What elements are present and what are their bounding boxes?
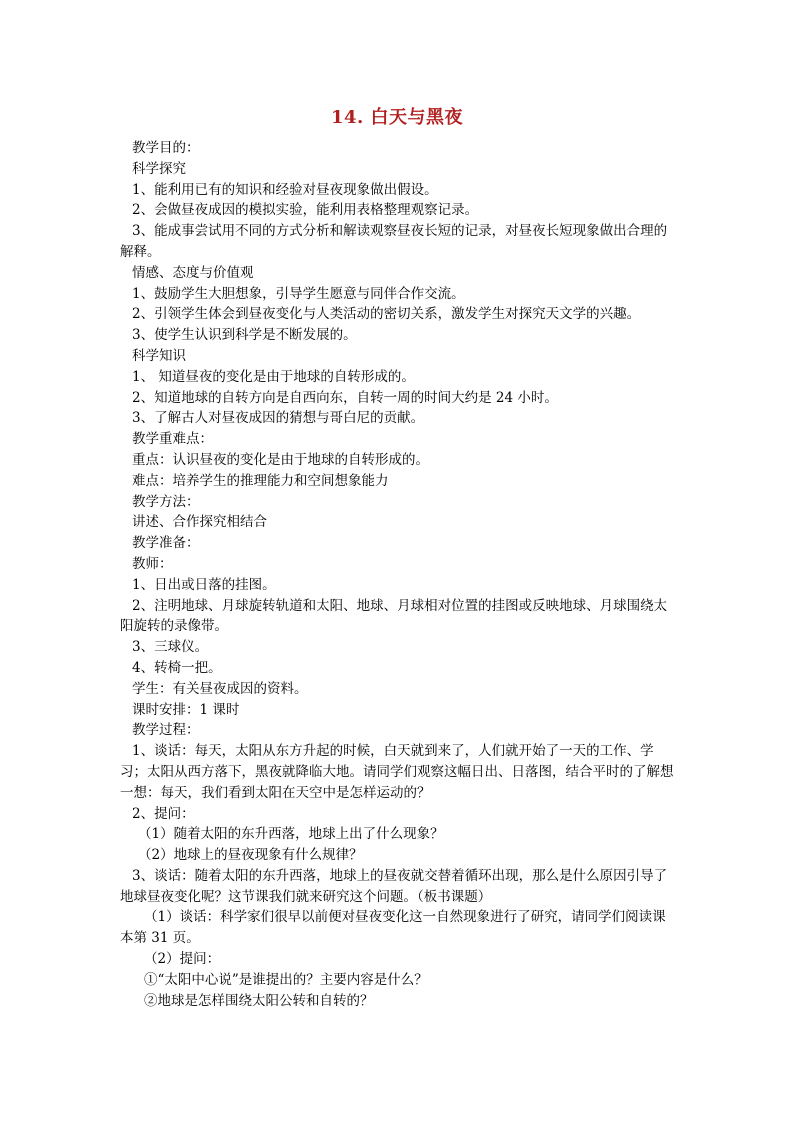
section-heading: 教学过程： <box>132 722 200 739</box>
paragraph-line: 3、谈话：随着太阳的东升西落，地球上的昼夜就交替着循环出现，那么是什么原因引导了地球昼夜变化呢？这节课我们就来研究这个问题。（板书课题） <box>120 867 668 905</box>
paragraph-line: ②地球是怎样围绕太阳公转和自转的？ <box>144 992 374 1009</box>
paragraph-line: 课时安排：1 课时 <box>132 701 240 718</box>
subsection-heading: 科学探究 <box>132 160 186 177</box>
paragraph-line: 讲述、合作探究相结合 <box>132 514 267 531</box>
paragraph-line: 3、能成事尝试用不同的方式分析和解读观察昼夜长短的记录，对昼夜长短现象做出合理的解释。 <box>120 223 668 260</box>
subsection-heading: 教师： <box>132 555 173 572</box>
paragraph-line: 2、引领学生体会到昼夜变化与人类活动的密切关系，激发学生对探究天文学的兴趣。 <box>132 306 641 323</box>
paragraph-line: （2）地球上的昼夜现象有什么规律？ <box>138 847 363 864</box>
paragraph-line: 1、日出或日落的挂图。 <box>132 576 276 593</box>
document-title: 14. 白天与黑夜 <box>330 107 464 128</box>
paragraph-line: 3、了解古人对昼夜成因的猜想与哥白尼的贡献。 <box>132 410 425 427</box>
section-heading: 教学目的： <box>132 140 200 156</box>
paragraph-line: 2、注明地球、月球旋转轨道和太阳、地球、月球相对位置的挂图或反映地球、月球围绕太阳旋转的录像带。 <box>120 597 668 635</box>
paragraph-line: 3、使学生认识到科学是不断发展的。 <box>132 327 357 344</box>
paragraph-line: （1）谈话：科学家们很早以前便对昼夜变化这一自然现象进行了研究，请同学们阅读课本第 31 页。 <box>120 909 666 947</box>
subsection-heading: 科学知识 <box>132 347 186 364</box>
document-body <box>120 138 674 1011</box>
paragraph-line: 学生：有关昼夜成因的资料。 <box>132 680 308 697</box>
paragraph-line: （2）提问： <box>144 951 221 968</box>
paragraph-line: 1、能利用已有的知识和经验对昼夜现象做出假设。 <box>132 181 438 198</box>
section-heading: 教学方法： <box>132 493 200 510</box>
paragraph-line: 重点：认识昼夜的变化是由于地球的自转形成的。 <box>132 451 429 468</box>
paragraph-line: 3、三球仪。 <box>132 639 209 656</box>
paragraph-line: 2、提问： <box>132 805 195 822</box>
paragraph-line: 1、 知道昼夜的变化是由于地球的自转形成的。 <box>132 368 415 385</box>
paragraph-line: 难点：培养学生的推理能力和空间想象能力 <box>132 472 389 489</box>
paragraph-line: （1）随着太阳的东升西落，地球上出了什么现象？ <box>138 826 444 843</box>
paragraph-line: ①“太阳中心说”是谁提出的？主要内容是什么？ <box>144 971 428 988</box>
paragraph-line: 1、谈话：每天，太阳从东方升起的时候，白天就到来了，人们就开始了一天的工作、学习；太阳从西方落下，黑夜就降临大地。请同学们观察这幅日出、日落图，结合平时的了解想一想：每天，我们看到太阳在天空中是怎样运动的？ <box>120 743 674 801</box>
subsection-heading: 情感、态度与价值观 <box>132 264 254 281</box>
paragraph-line: 4、转椅一把。 <box>132 659 222 676</box>
paragraph-line: 1、鼓励学生大胆想象，引导学生愿意与同伴合作交流。 <box>132 285 465 302</box>
section-heading: 教学准备： <box>132 535 200 552</box>
paragraph-line: 2、会做昼夜成因的模拟实验，能利用表格整理观察记录。 <box>132 202 479 219</box>
paragraph-line: 2、知道地球的自转方向是自西向东，自转一周的时间大约是 24 小时。 <box>132 389 558 406</box>
section-heading: 教学重难点： <box>132 431 213 448</box>
